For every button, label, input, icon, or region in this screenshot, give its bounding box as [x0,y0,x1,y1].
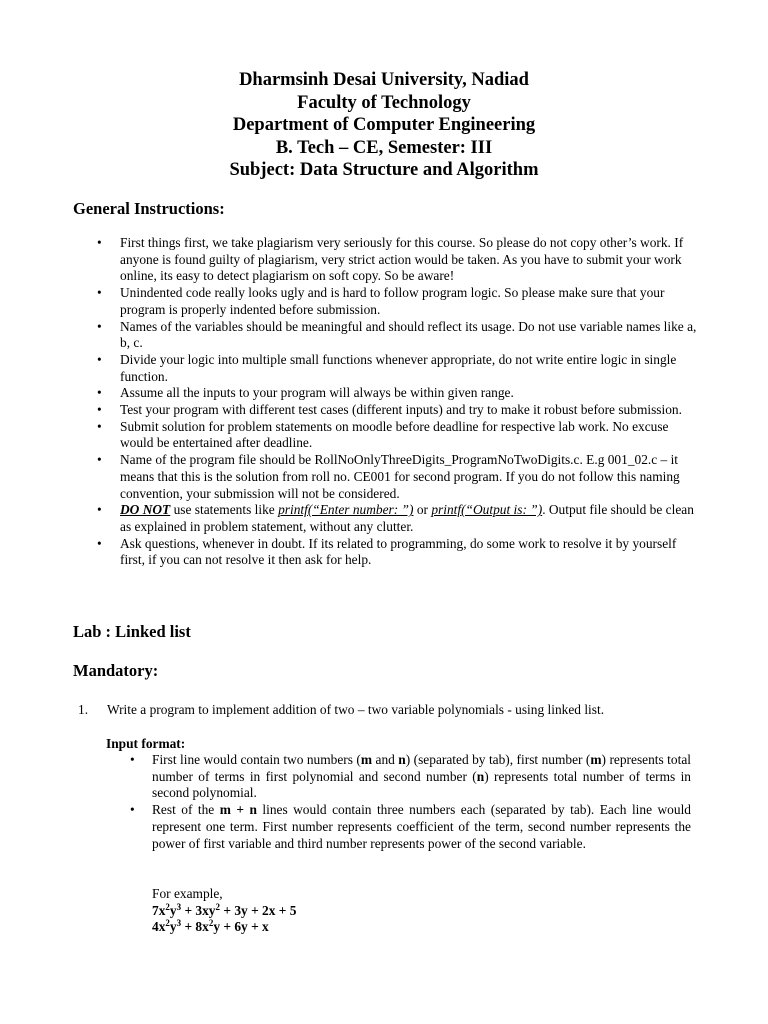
code-example: printf(“Output is: ”) [431,502,543,518]
university-name: Dharmsinh Desai University, Nadiad [239,70,529,90]
instruction-item: • DO NOT use statements like printf(“Enter number: ”) or printf(“Output is: ”). Output file should be clean as explained in problem statement, without any clutter. [97,502,697,535]
instruction-item: • Unindented code really looks ugly and is hard to follow program logic. So please make sure that your program is properly indented before submission. [97,285,697,318]
code-example: printf(“Enter number: ”) [278,502,414,518]
department-name: Department of Computer Engineering [232,115,536,135]
general-instructions-heading: General Instructions: [73,199,225,218]
question-number: 1. [78,702,89,717]
subject-title: Subject: Data Structure and Algorithm [229,160,539,180]
document-header [0,69,768,182]
instruction-item: • First things first, we take plagiarism very seriously for this course. So please do not copy other’s work. If anyone is found guilty of plagiarism, very strict action would be taken. As you have to submit your work online, its easy to detect plagiarism on soft copy. So be aware! [97,235,697,285]
example-polynomial-2: $4x^2y^3 + 8x^2y + 6y + x$ [152,918,269,934]
mandatory-heading: Mandatory: [73,661,159,680]
input-format-item: • First line would contain two numbers (m and n) (separated by tab), first number (m) represents total number of terms in first polynomial and second number (n) represents total number of terms in second polynomial. [130,752,691,802]
instruction-item: • Ask questions, whenever in doubt. If its related to programming, do some work to resolve it by yourself first, if you can not resolve it then ask for help. [97,536,697,569]
do-not-emphasis: DO NOT [120,502,171,518]
instruction-item: • Name of the program file should be RollNoOnlyThreeDigits_ProgramNoTwoDigits.c. E.g 001_02.c – it means that this is the solution from roll no. CE001 for second program. If you do not follow this naming convention, your submission will not be considered. [97,452,697,502]
example-intro: For example, [152,886,223,901]
example-block [152,886,296,936]
question-text: Write a program to implement addition of two – two variable polynomials - using linked list. [107,702,605,717]
instruction-item: • Names of the variables should be meaningful and should reflect its usage. Do not use variable names like a, b, c. [97,319,697,352]
input-format-item: • Rest of the m + n lines would contain three numbers each (separated by tab). Each line would represent one term. First number represents coefficient of the term, second number represents the power of first variable and third number represents power of the second variable. [130,802,691,852]
instruction-item: • Divide your logic into multiple small functions whenever appropriate, do not write entire logic in single function. [97,352,697,385]
example-polynomial-1: $7x^2y^3 + 3xy^2 + 3y + 2x + 5$ [152,901,297,918]
instruction-item: • Test your program with different test cases (different inputs) and try to make it robust before submission. [97,402,697,419]
instructions-list [97,235,697,569]
program-semester: B. Tech – CE, Semester: III [275,137,493,158]
input-format-heading: Input format: [106,736,186,751]
faculty-name: Faculty of Technology [297,92,471,113]
lab-heading: Lab : Linked list [73,622,191,641]
instruction-item: • Submit solution for problem statements on moodle before deadline for respective lab work. No excuse would be entertained after deadline. [97,419,697,452]
instruction-item: • Assume all the inputs to your program will always be within given range. [97,385,697,402]
input-format-list [130,752,691,852]
